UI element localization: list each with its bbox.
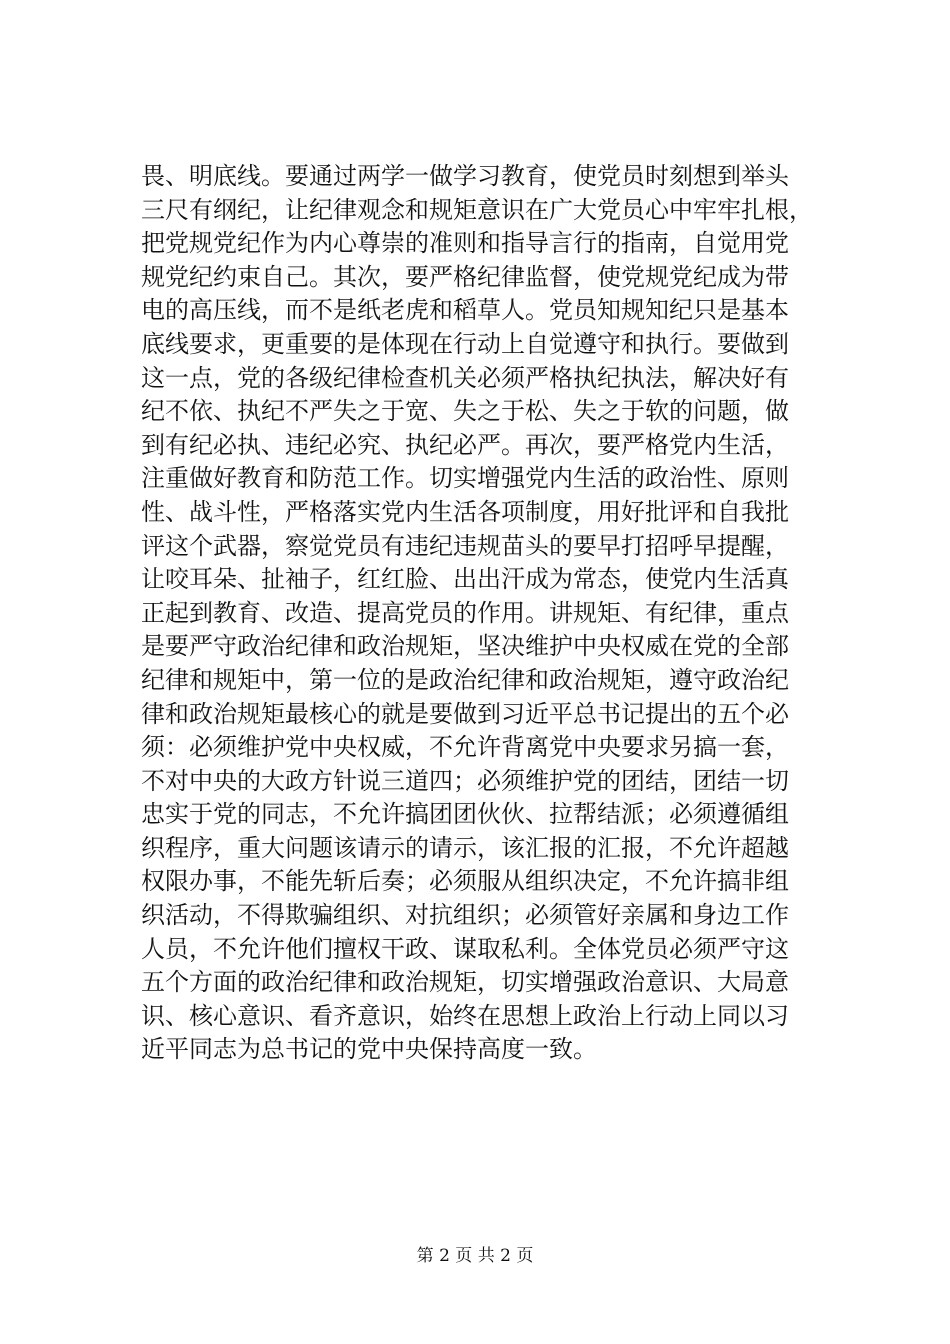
text-line: 不对中央的大政方针说三道四；必须维护党的团结，团结一切 [141, 766, 789, 795]
text-line: 人员，不允许他们擅权干政、谋取私利。全体党员必须严守这 [141, 934, 789, 963]
page-number-footer: 第 2 页 共 2 页 [416, 1246, 534, 1266]
text-line: 三尺有纲纪，让纪律观念和规矩意识在广大党员心中牢牢扎根， [141, 195, 813, 224]
text-line: 把党规党纪作为内心尊崇的准则和指导言行的指南，自觉用党 [141, 229, 789, 258]
text-line: 到有纪必执、违纪必究、执纪必严。再次，要严格党内生活， [141, 430, 789, 459]
text-line: 织活动，不得欺骗组织、对抗组织；必须管好亲属和身边工作 [141, 901, 789, 930]
text-line: 正起到教育、改造、提高党员的作用。讲规矩、有纪律，重点 [141, 598, 789, 627]
text-line: 律和政治规矩最核心的就是要做到习近平总书记提出的五个必 [141, 699, 789, 728]
text-line: 评这个武器，察觉党员有违纪违规苗头的要早打招呼早提醒， [141, 531, 789, 560]
text-line: 这一点，党的各级纪律检查机关必须严格执纪执法，解决好有 [141, 363, 789, 392]
text-line: 性、战斗性，严格落实党内生活各项制度，用好批评和自我批 [141, 497, 789, 526]
text-line: 织程序，重大问题该请示的请示，该汇报的汇报，不允许超越 [141, 833, 789, 862]
text-line: 纪不依、执纪不严失之于宽、失之于松、失之于软的问题，做 [141, 397, 789, 426]
text-line: 纪律和规矩中，第一位的是政治纪律和政治规矩，遵守政治纪 [141, 665, 789, 694]
text-line: 权限办事，不能先斩后奏；必须服从组织决定，不允许搞非组 [141, 867, 789, 896]
text-line: 是要严守政治纪律和政治规矩，坚决维护中央权威在党的全部 [141, 632, 789, 661]
text-line: 电的高压线，而不是纸老虎和稻草人。党员知规知纪只是基本 [141, 296, 789, 325]
text-line: 底线要求，更重要的是体现在行动上自觉遵守和执行。要做到 [141, 329, 789, 358]
text-line: 忠实于党的同志，不允许搞团团伙伙、拉帮结派；必须遵循组 [141, 800, 789, 829]
text-line: 畏、明底线。要通过两学一做学习教育，使党员时刻想到举头 [141, 162, 789, 190]
text-line: 让咬耳朵、扯袖子，红红脸、出出汗成为常态，使党内生活真 [141, 565, 789, 594]
text-line: 五个方面的政治纪律和政治规矩，切实增强政治意识、大局意 [141, 968, 789, 997]
text-line: 识、核心意识、看齐意识，始终在思想上政治上行动上同以习 [141, 1001, 789, 1030]
text-line: 须：必须维护党中央权威，不允许背离党中央要求另搞一套， [141, 733, 789, 762]
body-paragraph [141, 160, 841, 1067]
text-line: 注重做好教育和防范工作。切实增强党内生活的政治性、原则 [141, 464, 789, 493]
text-line: 规党纪约束自己。其次，要严格纪律监督，使党规党纪成为带 [141, 262, 789, 291]
text-line: 近平同志为总书记的党中央保持高度一致。 [141, 1035, 597, 1064]
